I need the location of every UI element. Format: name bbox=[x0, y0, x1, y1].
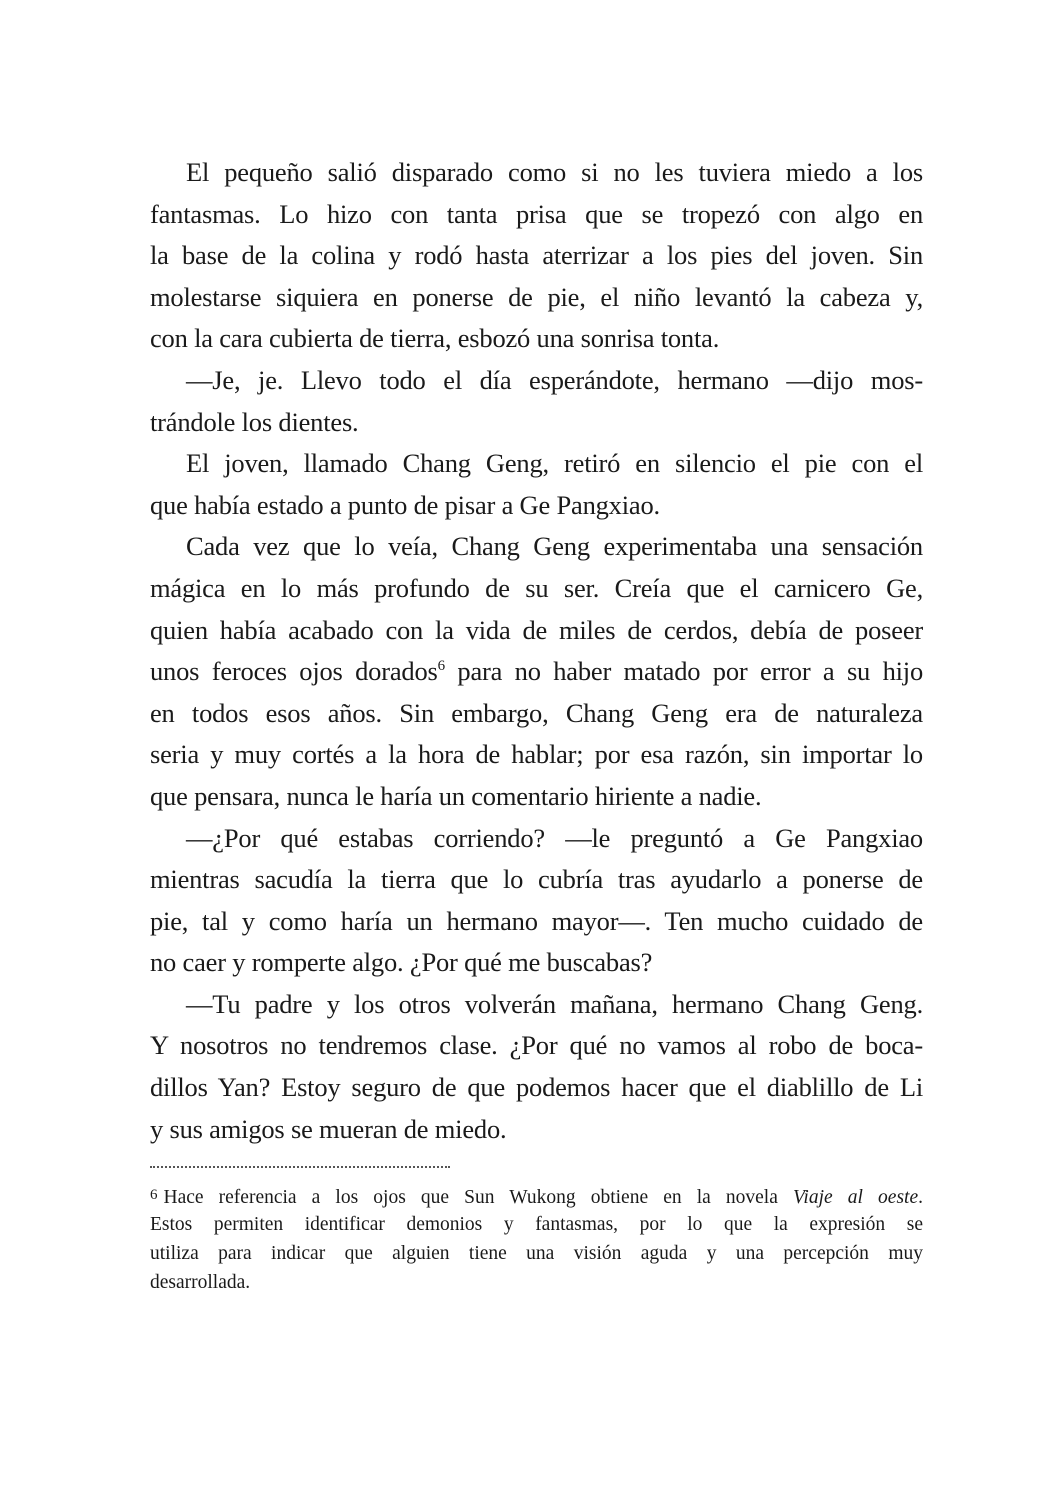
text-line: no caer y romperte algo. ¿Por qué me buscabas? bbox=[150, 947, 653, 978]
paragraph bbox=[150, 818, 923, 984]
text-line: la base de la colina y rodó hasta aterrizar a los pies del joven. Sin bbox=[150, 240, 923, 271]
text-line: trándole los dientes. bbox=[150, 406, 359, 437]
text-line: dillos Yan? Estoy seguro de que podemos hacer que el diablillo de Li bbox=[150, 1072, 923, 1103]
text-line: quien había acabado con la vida de miles de cerdos, debía de poseer bbox=[150, 614, 923, 645]
body-text bbox=[150, 152, 923, 1150]
paragraph bbox=[150, 526, 923, 817]
text-line: El joven, llamado Chang Geng, retiró en silencio el pie con el bbox=[186, 448, 923, 479]
text-line: mágica en lo más profundo de su ser. Creía que el carnicero Ge, bbox=[150, 572, 923, 603]
text-line: que había estado a punto de pisar a Ge Pangxiao. bbox=[150, 489, 660, 520]
text-line: fantasmas. Lo hizo con tanta prisa que se tropezó con algo en bbox=[150, 198, 923, 229]
book-title: Viaje al oeste bbox=[792, 1187, 919, 1208]
footnote-text: Hace referencia a los ojos que Sun Wukong obtiene en la novela bbox=[163, 1187, 793, 1208]
text-line-with-footnote-ref bbox=[150, 651, 923, 693]
text-line: —Je, je. Llevo todo el día esperándote, hermano —dijo mos- bbox=[186, 364, 923, 395]
text-line: —¿Por qué estabas corriendo? —le preguntó a Ge Pangxiao bbox=[186, 822, 923, 853]
text-line: Cada vez que lo veía, Chang Geng experimentaba una sensación bbox=[186, 531, 923, 562]
text-line: —Tu padre y los otros volverán mañana, hermano Chang Geng. bbox=[186, 988, 923, 1019]
footnote-number: 6 bbox=[150, 1187, 158, 1203]
text-line: y sus amigos se mueran de miedo. bbox=[150, 1113, 507, 1144]
text-segment: para no haber matado por error a su hijo bbox=[444, 656, 923, 687]
text-line: en todos esos años. Sin embargo, Chang Geng era de naturaleza bbox=[150, 697, 923, 728]
paragraph bbox=[150, 984, 923, 1150]
footnote bbox=[150, 1181, 923, 1297]
footnote-line bbox=[150, 1181, 923, 1210]
text-line: molestarse siquiera en ponerse de pie, el niño levantó la cabeza y, bbox=[150, 281, 923, 312]
text-line: que pensara, nunca le haría un comentario hiriente a nadie. bbox=[150, 780, 762, 811]
footnote-line: utiliza para indicar que alguien tiene una visión aguda y una percepción muy bbox=[150, 1243, 923, 1264]
footnote-line: Estos permiten identificar demonios y fantasmas, por lo que la expresión se bbox=[150, 1214, 923, 1235]
text-line: seria y muy cortés a la hora de hablar; por esa razón, sin importar lo bbox=[150, 739, 923, 770]
text-line: pie, tal y como haría un hermano mayor—. Ten mucho cuidado de bbox=[150, 905, 923, 936]
paragraph bbox=[150, 152, 923, 360]
footnote-reference[interactable]: 6 bbox=[437, 658, 445, 675]
text-line: con la cara cubierta de tierra, esbozó una sonrisa tonta. bbox=[150, 323, 720, 354]
text-line: Y nosotros no tendremos clase. ¿Por qué no vamos al robo de boca- bbox=[150, 1030, 923, 1061]
text-line: El pequeño salió disparado como si no les tuviera miedo a los bbox=[186, 157, 923, 187]
paragraph bbox=[150, 443, 923, 526]
paragraph bbox=[150, 360, 923, 443]
footnote-text: . bbox=[918, 1187, 923, 1208]
text-line: mientras sacudía la tierra que lo cubría tras ayudarlo a ponerse de bbox=[150, 864, 923, 895]
footnote-separator bbox=[150, 1166, 450, 1168]
text-segment: unos feroces ojos dorados bbox=[150, 656, 438, 687]
footnote-line: desarrollada. bbox=[150, 1272, 251, 1293]
